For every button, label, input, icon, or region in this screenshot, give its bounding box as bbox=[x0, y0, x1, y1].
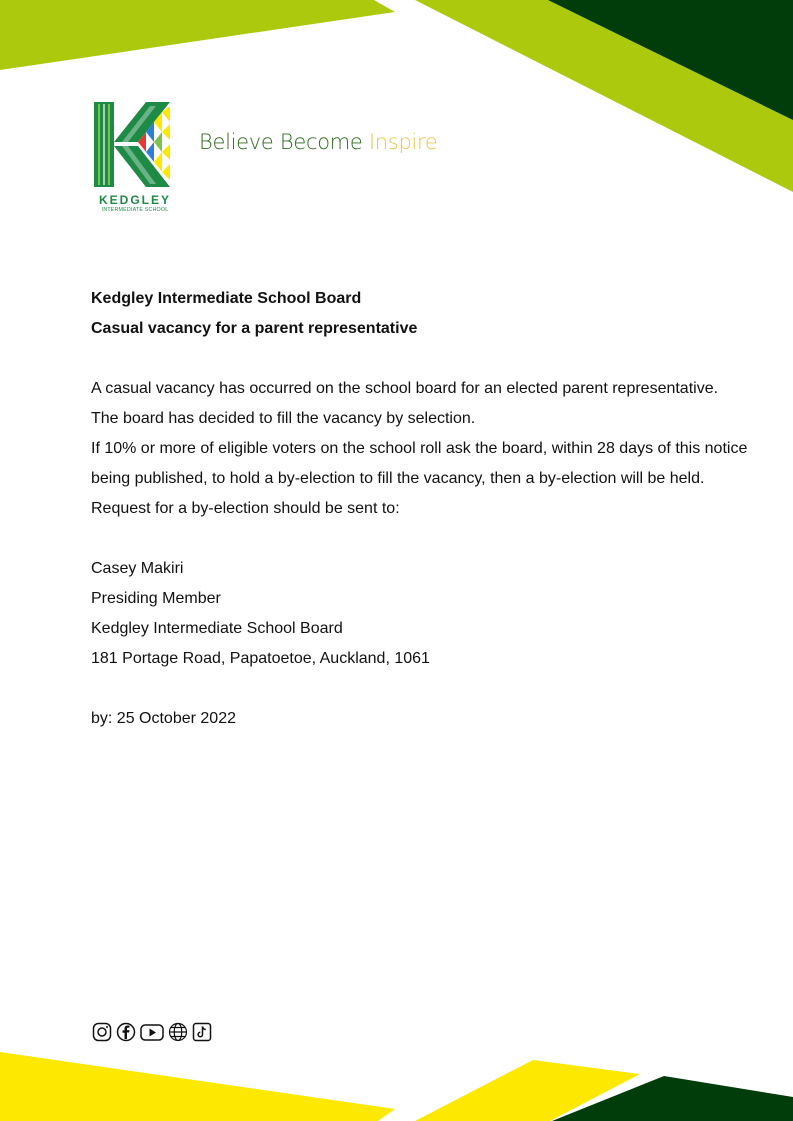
footer-yellow-band-right bbox=[415, 1060, 640, 1121]
deadline: by: 25 October 2022 bbox=[91, 710, 236, 727]
tagline bbox=[199, 130, 438, 154]
contact-name: Casey Makiri bbox=[91, 560, 184, 577]
notice-paragraph: Request for a by-election should be sent to: bbox=[91, 500, 400, 517]
footer-yellow-band-left bbox=[0, 1052, 395, 1121]
logo-subtitle: INTERMEDIATE SCHOOL bbox=[101, 207, 169, 213]
youtube-icon[interactable] bbox=[140, 1022, 164, 1042]
notice-heading-title: Casual vacancy for a parent representative bbox=[91, 320, 418, 337]
tagline-accent: Inspire bbox=[368, 130, 438, 154]
notice-body bbox=[91, 284, 751, 734]
notice-paragraph: The board has decided to fill the vacancy by selection. bbox=[91, 410, 476, 427]
globe-icon[interactable] bbox=[168, 1022, 188, 1042]
logo-wordmark: KEDGLEY bbox=[98, 193, 171, 207]
contact-address: 181 Portage Road, Papatoetoe, Auckland, 1061 bbox=[91, 650, 430, 667]
facebook-icon[interactable] bbox=[116, 1022, 136, 1042]
contact-organisation: Kedgley Intermediate School Board bbox=[91, 620, 343, 637]
tagline-main: Believe Become bbox=[199, 130, 369, 154]
social-icons bbox=[92, 1021, 212, 1043]
header-lime-band-left bbox=[0, 0, 395, 70]
notice-paragraph: A casual vacancy has occurred on the school board for an elected parent representative. bbox=[91, 380, 719, 397]
tiktok-icon[interactable] bbox=[192, 1022, 212, 1042]
contact-role: Presiding Member bbox=[91, 590, 221, 607]
footer-dark-green-band bbox=[552, 1076, 793, 1121]
notice-heading-org: Kedgley Intermediate School Board bbox=[91, 290, 362, 307]
notice-paragraph: If 10% or more of eligible voters on the school roll ask the board, within 28 days of this notice being published, to hold a by-election to fill the vacancy, then a by-election will be held. bbox=[91, 440, 748, 487]
instagram-icon[interactable] bbox=[92, 1022, 112, 1042]
